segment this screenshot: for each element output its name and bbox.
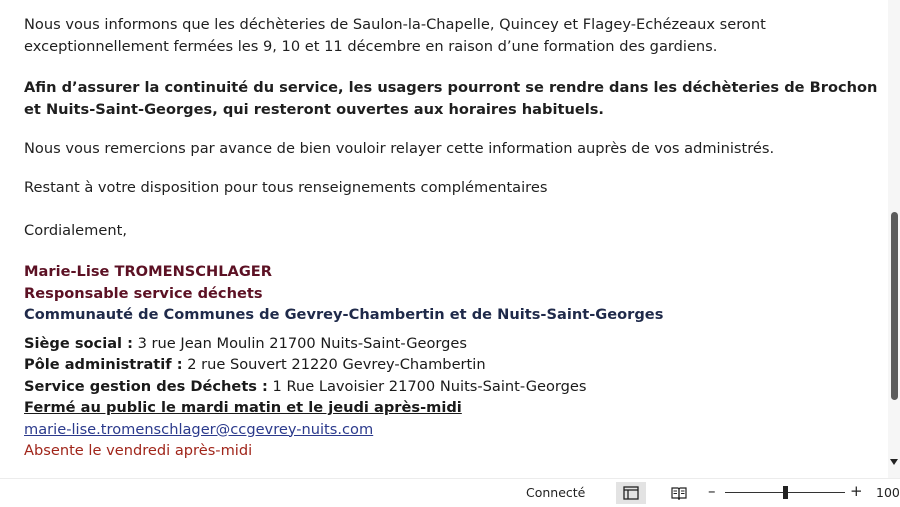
alternative-paragraph: Afin d’assurer la continuité du service, les usagers pourront se rendre dans les déchèteries de Brochon et Nuits-Saint-Georges, qui resteront ouvertes aux horaires habituels.	[24, 79, 878, 118]
service-label: Service gestion des Déchets :	[24, 377, 268, 395]
zoom-level[interactable]: 100	[876, 485, 900, 500]
thanks-paragraph: Nous vous remercions par avance de bien vouloir relayer cette information auprès de vos administrés.	[24, 140, 775, 157]
email-link[interactable]: marie-lise.tromenschlager@ccgevrey-nuits.com	[24, 420, 374, 438]
scroll-thumb[interactable]	[891, 212, 898, 400]
service-value: 1 Rue Lavoisier 21700 Nuits-Saint-Georges	[267, 377, 587, 395]
siege-line	[24, 333, 663, 355]
print-layout-icon	[623, 486, 639, 500]
disposal-paragraph: Restant à votre disposition pour tous renseignements complémentaires	[24, 179, 548, 196]
notice-paragraph: Nous vous informons que les déchèteries de Saulon-la-Chapelle, Quincey et Flagey-Echézeaux seront exceptionnellement fermées les 9, 10 et 11 décembre en raison d’une formation des gardiens.	[24, 16, 766, 55]
pole-label: Pôle administratif :	[24, 356, 183, 373]
service-line	[24, 376, 663, 398]
zoom-out-button[interactable]: –	[708, 482, 716, 500]
closing-text: Cordialement,	[24, 222, 127, 239]
zoom-in-button[interactable]: +	[850, 482, 863, 500]
siege-value: 3 rue Jean Moulin 21700 Nuits-Saint-Georges	[132, 334, 467, 352]
vertical-scrollbar[interactable]	[888, 0, 900, 478]
closed-notice: Fermé au public le mardi matin et le jeudi après-midi	[24, 399, 462, 416]
zoom-slider-thumb[interactable]	[783, 486, 788, 499]
signature-name: Marie-Lise TROMENSCHLAGER	[24, 263, 273, 280]
read-mode-button[interactable]	[664, 482, 694, 504]
signature-role: Responsable service déchets	[24, 284, 263, 302]
signature-block	[24, 261, 663, 462]
pole-line	[24, 354, 663, 376]
read-mode-icon	[671, 486, 687, 500]
scroll-down-arrow-icon[interactable]	[890, 459, 898, 465]
connection-status: Connecté	[526, 485, 586, 500]
pole-value: 2 rue Souvert 21220 Gevrey-Chambertin	[182, 356, 486, 373]
status-bar	[0, 478, 900, 507]
siege-label: Siège social :	[24, 334, 133, 352]
absent-notice: Absente le vendredi après-midi	[24, 442, 253, 459]
signature-organization: Communauté de Communes de Gevrey-Chambertin et de Nuits-Saint-Georges	[24, 306, 664, 323]
print-layout-button[interactable]	[616, 482, 646, 504]
email-line	[24, 419, 663, 441]
